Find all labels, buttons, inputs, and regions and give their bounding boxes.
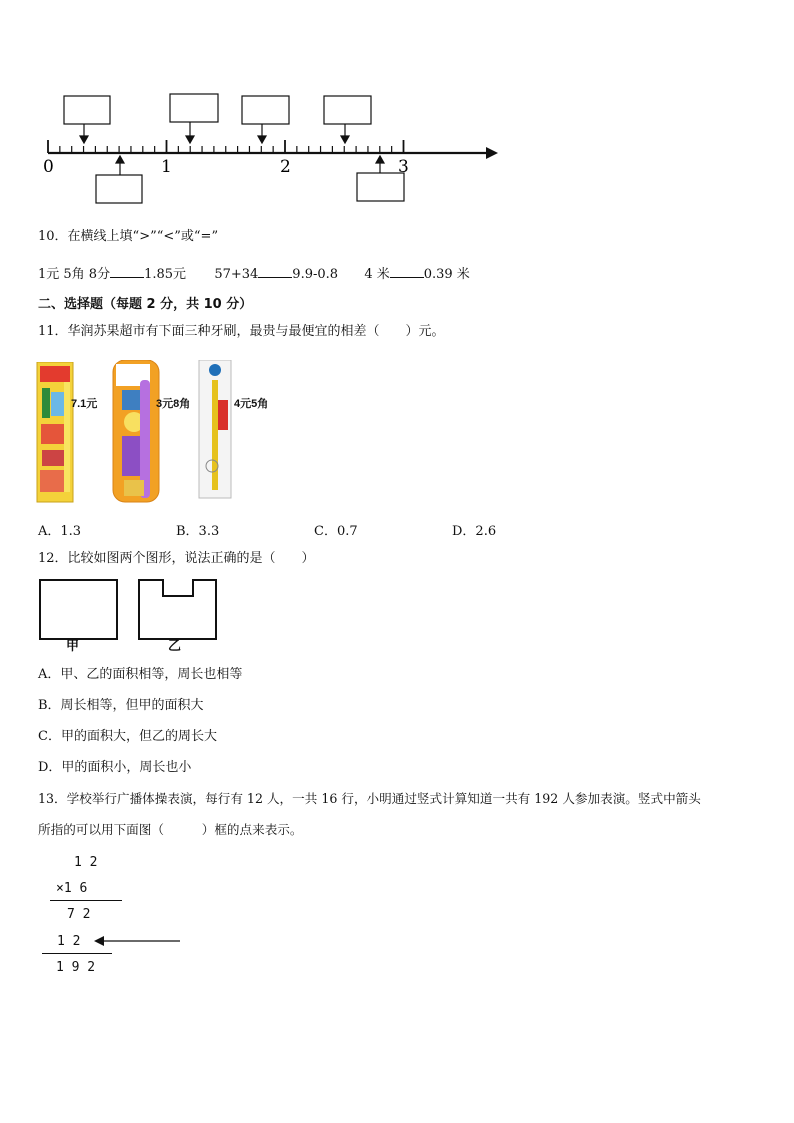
- axis-label-1: 1: [161, 157, 172, 177]
- up-arrows: [116, 156, 384, 175]
- answer-box-6[interactable]: [357, 173, 404, 201]
- shape-label-yi: 乙: [168, 639, 182, 654]
- q10-blank-3[interactable]: [390, 263, 424, 278]
- toothbrush-image-1: [36, 362, 76, 504]
- q12-option-d[interactable]: D．甲的面积小，周长也小: [38, 760, 192, 775]
- vertical-calc-line-2: [42, 953, 112, 954]
- axis-label-0: 0: [43, 157, 54, 177]
- q13-line-1: 13．学校举行广播体操表演，每行有 12 人，一共 16 行，小明通过竖式计算知道一共有 192 人参加表演。竖式中箭头: [38, 791, 701, 806]
- answer-box-4[interactable]: [324, 96, 371, 124]
- vertical-calc-line-1: [50, 900, 122, 901]
- q12-option-c[interactable]: C．甲的面积大，但乙的周长大: [38, 729, 217, 744]
- down-arrows: [80, 122, 349, 143]
- q12-option-a[interactable]: A．甲、乙的面积相等，周长也相等: [38, 667, 243, 682]
- vertical-calc-row-2: ×1 6: [56, 881, 88, 896]
- left-arrow-icon: [92, 934, 184, 948]
- toothbrush-image-2: [112, 360, 160, 504]
- answer-box-5[interactable]: [96, 175, 142, 203]
- q11-option-a[interactable]: A．1.3: [38, 524, 82, 539]
- q10-item-3-right: 0.39 米: [423, 267, 470, 282]
- axis-arrow-icon: [486, 147, 498, 159]
- q11-option-b[interactable]: B．3.3: [176, 524, 220, 539]
- price-1: 7.1元: [71, 398, 98, 410]
- vertical-calc-row-5: 1 9 2: [56, 960, 96, 975]
- shape-jia: [40, 580, 117, 639]
- q10-title: 10．在横线上填“>”“<”或“=”: [38, 229, 219, 244]
- q12-option-b[interactable]: B．周长相等，但甲的面积大: [38, 698, 204, 713]
- answer-box-1[interactable]: [64, 96, 110, 124]
- axis-ticks: [48, 140, 404, 153]
- toothbrush-image-3: [198, 360, 232, 500]
- q10-item-1-right: 1.85元: [144, 267, 187, 282]
- section-2-heading: 二、选择题（每题 2 分，共 10 分）: [38, 297, 253, 312]
- axis-label-3: 3: [398, 157, 409, 177]
- axis-label-2: 2: [280, 157, 291, 177]
- shape-label-jia: 甲: [66, 639, 80, 654]
- price-3: 4元5角: [234, 398, 269, 410]
- shape-yi: [139, 580, 216, 639]
- q11-option-d[interactable]: D．2.6: [452, 524, 497, 539]
- q13-line-2: 所指的可以用下面图（ ）框的点来表示。: [38, 822, 303, 837]
- number-line-figure: [40, 90, 510, 210]
- q12-title: 12．比较如图两个图形，说法正确的是（ ）: [38, 551, 315, 566]
- q10-item-3-left: 4 米: [364, 267, 390, 282]
- vertical-calc-row-3: 7 2: [67, 907, 91, 922]
- answer-box-3[interactable]: [242, 96, 289, 124]
- q11-option-c[interactable]: C．0.7: [314, 524, 358, 539]
- q10-blank-2[interactable]: [258, 263, 292, 278]
- q10-item-2-left: 57+34: [214, 267, 259, 282]
- q10-blank-1[interactable]: [110, 263, 144, 278]
- q10-items: [38, 263, 470, 284]
- vertical-calc-row-1: 1 2: [74, 855, 98, 870]
- answer-box-2[interactable]: [170, 94, 218, 122]
- q10-item-2-right: 9.9-0.8: [292, 267, 339, 282]
- vertical-calc-row-4: 1 2: [57, 934, 81, 949]
- price-2: 3元8角: [156, 398, 191, 410]
- q11-title: 11．华润苏果超市有下面三种牙刷，最贵与最便宜的相差（ ）元。: [38, 324, 445, 339]
- q12-shapes-figure: [36, 576, 226, 640]
- q10-item-1-left: 1元 5角 8分: [38, 267, 111, 282]
